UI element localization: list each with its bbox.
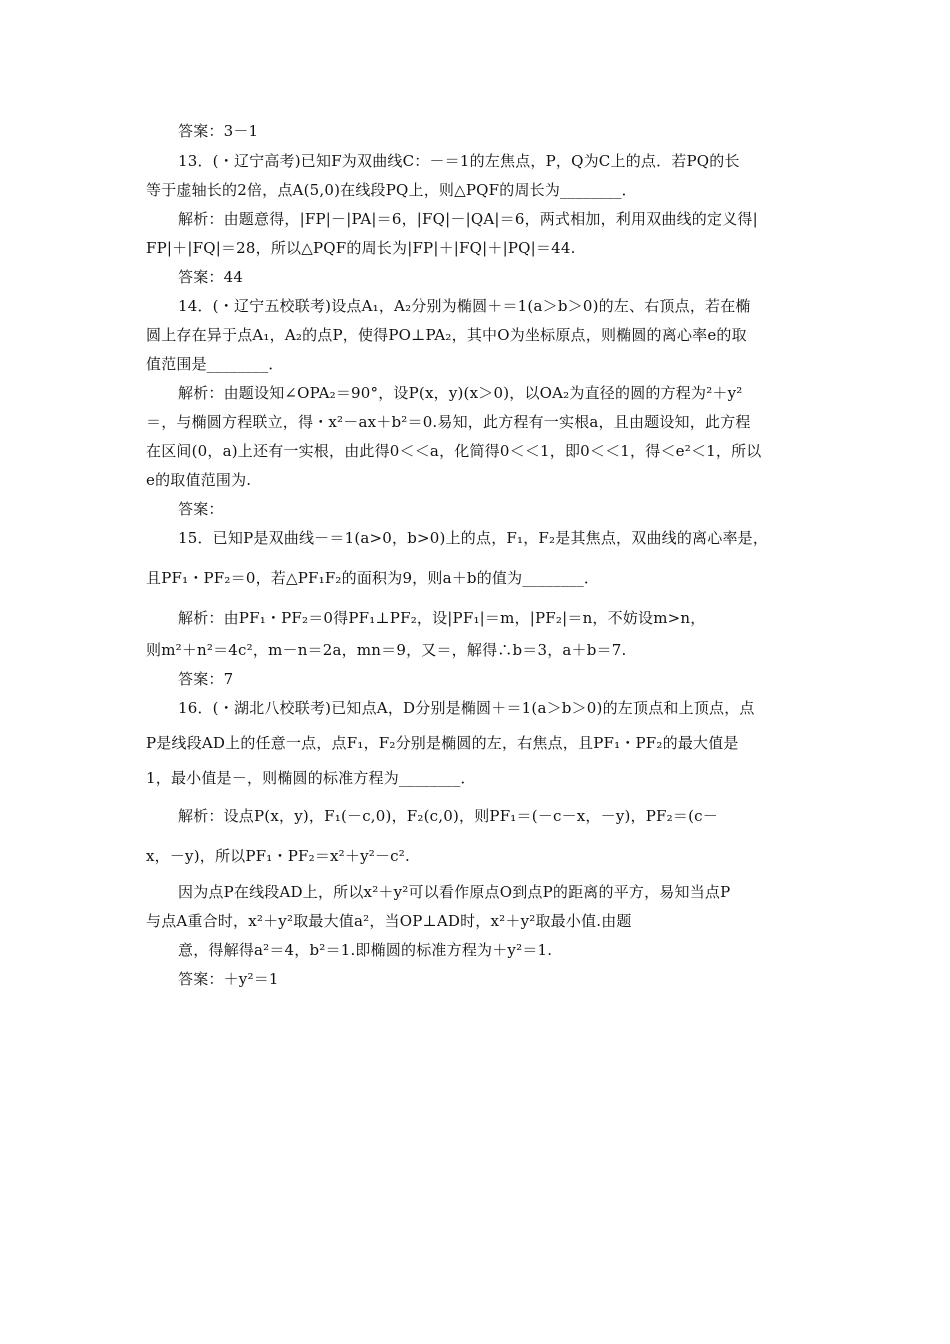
text-line-sol16-3: 因为点P在线段AD上，所以x²＋y²可以看作原点O到点P的距离的平方，易知当点P [178,883,731,901]
text-line-sol16-4: 与点A重合时，x²＋y²取最大值a²，当OP⊥AD时，x²＋y²取最小值.由题 [146,912,632,930]
text-line-q16-1: 16．(・湖北八校联考)已知点A，D分别是椭圆＋＝1(a＞b＞0)的左顶点和上顶点，点 [178,699,755,717]
text-line-answer-15: 答案：7 [178,670,234,688]
text-line-q14-2: 圆上存在异于点A₁，A₂的点P，使得PO⊥PA₂，其中O为坐标原点，则椭圆的离心率e的取 [146,326,747,344]
text-line-sol13-1: 解析：由题意得，|FP|－|PA|＝6，|FQ|－|QA|＝6，两式相加，利用双曲线的定义得| [178,210,758,228]
text-line-answer-12: 答案：3－1 [178,122,259,140]
text-line-sol15-1: 解析：由PF₁・PF₂＝0得PF₁⊥PF₂，设|PF₁|＝m，|PF₂|＝n，不妨设m>n， [178,609,706,627]
text-line-sol14-1: 解析：由题设知∠OPA₂＝90°，设P(x，y)(x＞0)，以OA₂为直径的圆的方程为²＋y² [178,384,743,402]
text-line-q16-2: P是线段AD上的任意一点，点F₁，F₂分别是椭圆的左，右焦点，且PF₁・PF₂的最大值是 [146,734,739,752]
text-line-sol16-1: 解析：设点P(x，y)，F₁(－c,0)，F₂(c,0)，则PF₁＝(－c－x，－y)，PF₂＝(c－ [178,807,718,825]
text-line-sol16-2: x，－y)，所以PF₁・PF₂＝x²＋y²－c². [146,847,410,865]
text-line-q13-1: 13．(・辽宁高考)已知F为双曲线C：－＝1的左焦点，P，Q为C上的点．若PQ的长 [178,152,740,170]
text-line-sol16-5: 意，得解得a²＝4，b²＝1.即椭圆的标准方程为＋y²＝1. [178,941,553,959]
text-line-q16-3: 1，最小值是－，则椭圆的标准方程为________． [146,769,476,787]
text-line-q15-1: 15．已知P是双曲线－＝1(a>0，b>0)上的点，F₁，F₂是其焦点，双曲线的离心率是， [178,529,769,547]
text-line-sol14-2: ＝，与椭圆方程联立，得・x²－ax＋b²＝0.易知，此方程有一实根a，且由题设知，此方程 [146,413,751,431]
text-line-sol14-3: 在区间(0，a)上还有一实根，由此得0＜＜a，化简得0＜＜1，即0＜＜1，得＜e²＜1，所以 [146,442,762,460]
text-line-answer-16: 答案：＋y²＝1 [178,970,279,988]
text-line-q15-2: 且PF₁・PF₂＝0，若△PF₁F₂的面积为9，则a＋b的值为________． [146,569,600,587]
text-line-q13-2: 等于虚轴长的2倍，点A(5,0)在线段PQ上，则△PQF的周长为________． [146,181,637,199]
text-line-sol14-4: e的取值范围为. [146,471,252,489]
text-line-sol13-2: FP|＋|FQ|＝28，所以△PQF的周长为|FP|＋|FQ|＋|PQ|＝44. [146,239,576,257]
text-line-answer-14: 答案： [178,500,224,518]
text-line-q14-3: 值范围是________． [146,355,284,373]
text-line-q14-1: 14．(・辽宁五校联考)设点A₁，A₂分别为椭圆＋＝1(a＞b＞0)的左、右顶点，若在椭 [178,297,751,315]
text-line-answer-13: 答案：44 [178,268,244,286]
text-line-sol15-2: 则m²＋n²＝4c²，m－n＝2a，mn＝9，又＝，解得∴b＝3，a＋b＝7. [146,641,627,659]
